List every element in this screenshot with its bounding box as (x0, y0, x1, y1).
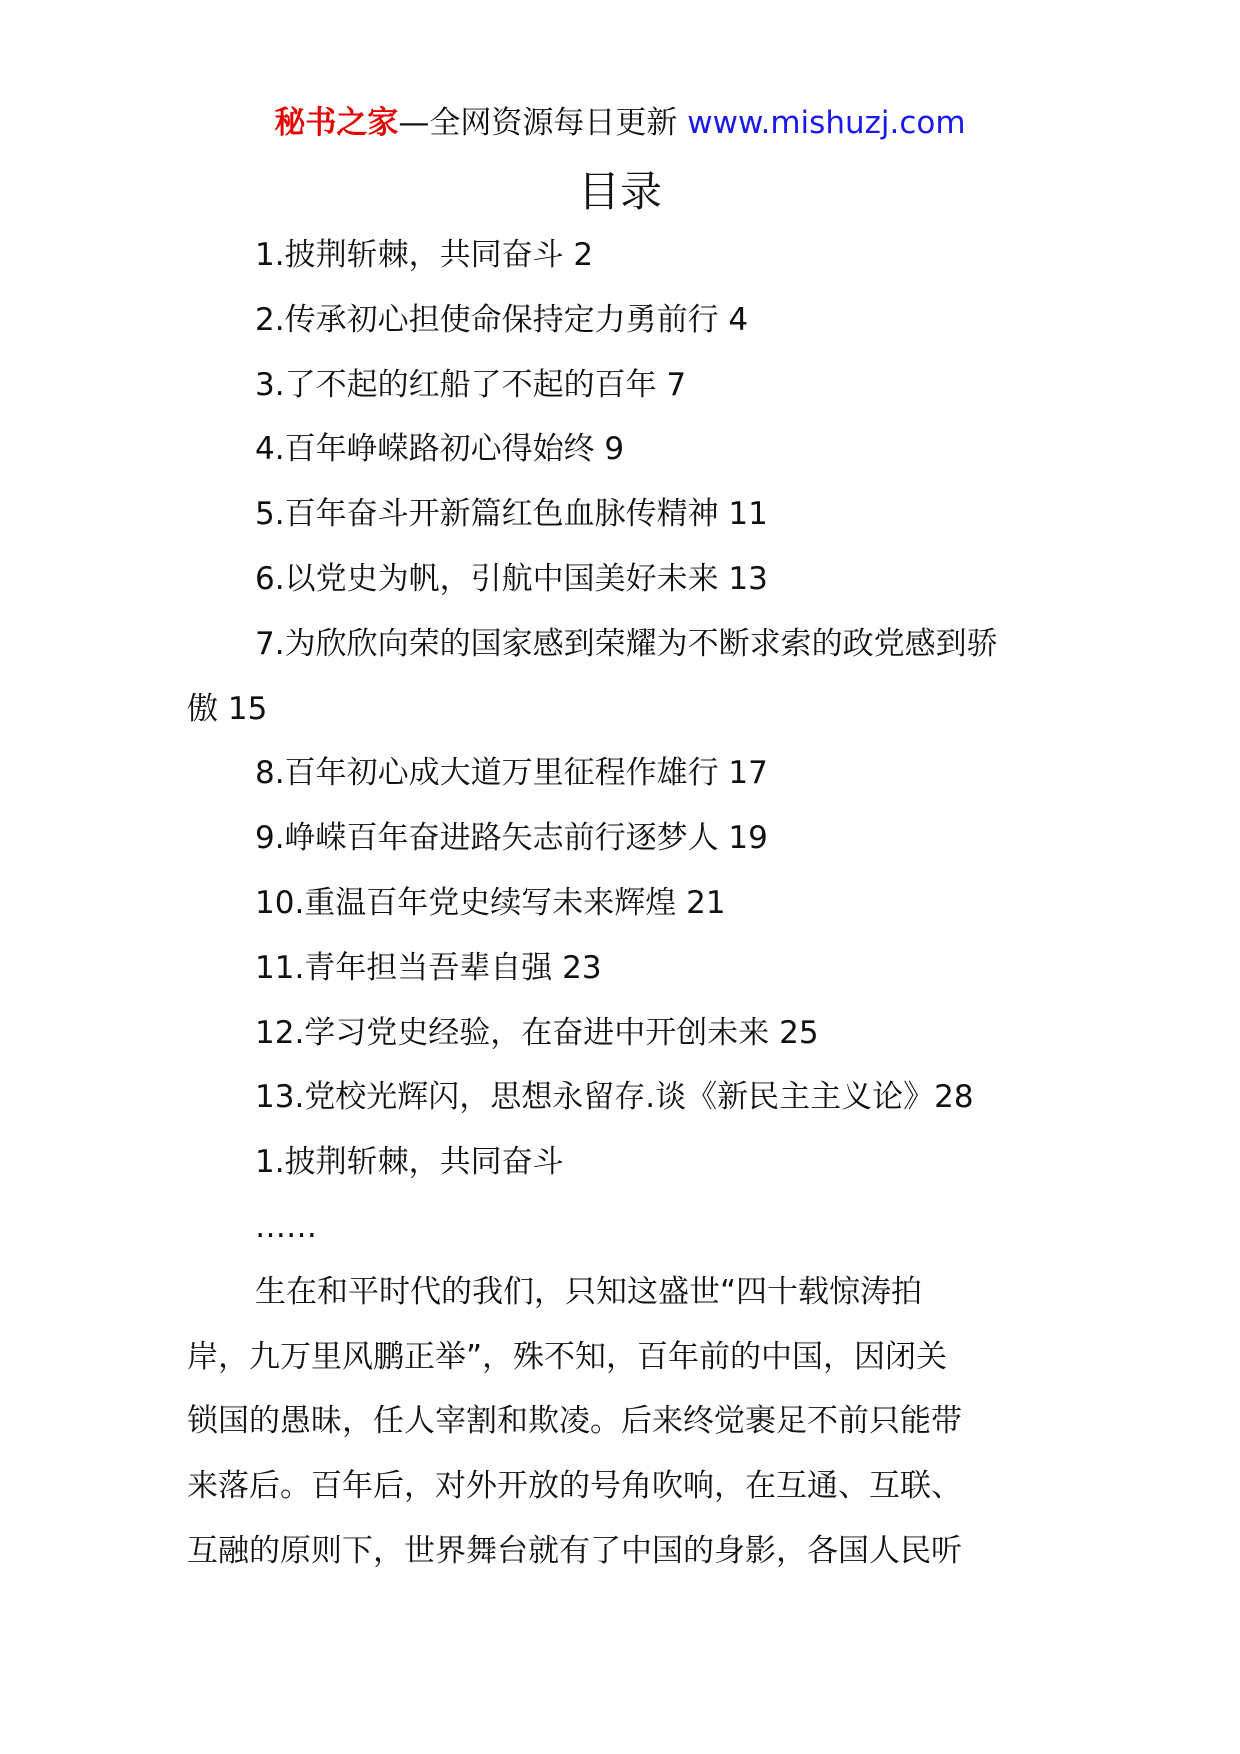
toc-item-13[interactable]: 13.党校光辉闪，思想永留存.谈《新民主主义论》28 (255, 1079, 974, 1116)
toc-item-2[interactable]: 2.传承初心担使命保持定力勇前行 4 (255, 301, 749, 338)
toc-item-3[interactable]: 3.了不起的红船了不起的百年 7 (255, 366, 687, 403)
site-header (0, 100, 1240, 146)
document-content (187, 223, 1067, 1584)
body-line-3: 锁国的愚昧，任人宰割和欺凌。后来终觉裹足不前只能带 (187, 1403, 962, 1440)
body-line-4: 来落后。百年后，对外开放的号角吹响，在互通、互联、 (187, 1468, 962, 1505)
toc-item-5[interactable]: 5.百年奋斗开新篇红色血脉传精神 11 (255, 496, 768, 533)
toc-item-6[interactable]: 6.以党史为帆，引航中国美好未来 13 (255, 560, 768, 597)
toc-item-12[interactable]: 12.学习党史经验，在奋进中开创未来 25 (255, 1014, 819, 1051)
toc-item-10[interactable]: 10.重温百年党史续写未来辉煌 21 (255, 884, 726, 921)
body-line-2: 岸，九万里风鹏正举”，殊不知，百年前的中国，因闭关 (187, 1338, 948, 1375)
brand-name: 秘书之家 (274, 105, 399, 141)
toc-item-11[interactable]: 11.青年担当吾辈自强 23 (255, 949, 602, 986)
site-url-link[interactable]: www.mishuzj.com (687, 105, 966, 141)
toc-item-4[interactable]: 4.百年峥嵘路初心得始终 9 (255, 431, 625, 468)
toc-item-1[interactable]: 1.披荆斩棘，共同奋斗 2 (255, 237, 594, 273)
body-line-5: 互融的原则下，世界舞台就有了中国的身影，各国人民听 (187, 1532, 962, 1569)
document-title: 目录 (577, 167, 662, 216)
header-tagline: —全网资源每日更新 (398, 105, 678, 141)
toc-item-7[interactable]: 7.为欣欣向荣的国家感到荣耀为不断求索的政党感到骄 (255, 625, 998, 662)
toc-item-7-continued[interactable]: 傲 15 (187, 690, 268, 727)
toc-item-8[interactable]: 8.百年初心成大道万里征程作雄行 17 (255, 755, 768, 792)
ellipsis-text: …… (255, 1208, 317, 1245)
body-line-1: 生在和平时代的我们，只知这盛世“四十载惊涛拍 (255, 1273, 923, 1310)
section-heading: 1.披荆斩棘，共同奋斗 (255, 1144, 564, 1181)
toc-item-9[interactable]: 9.峥嵘百年奋进路矢志前行逐梦人 19 (255, 820, 768, 857)
